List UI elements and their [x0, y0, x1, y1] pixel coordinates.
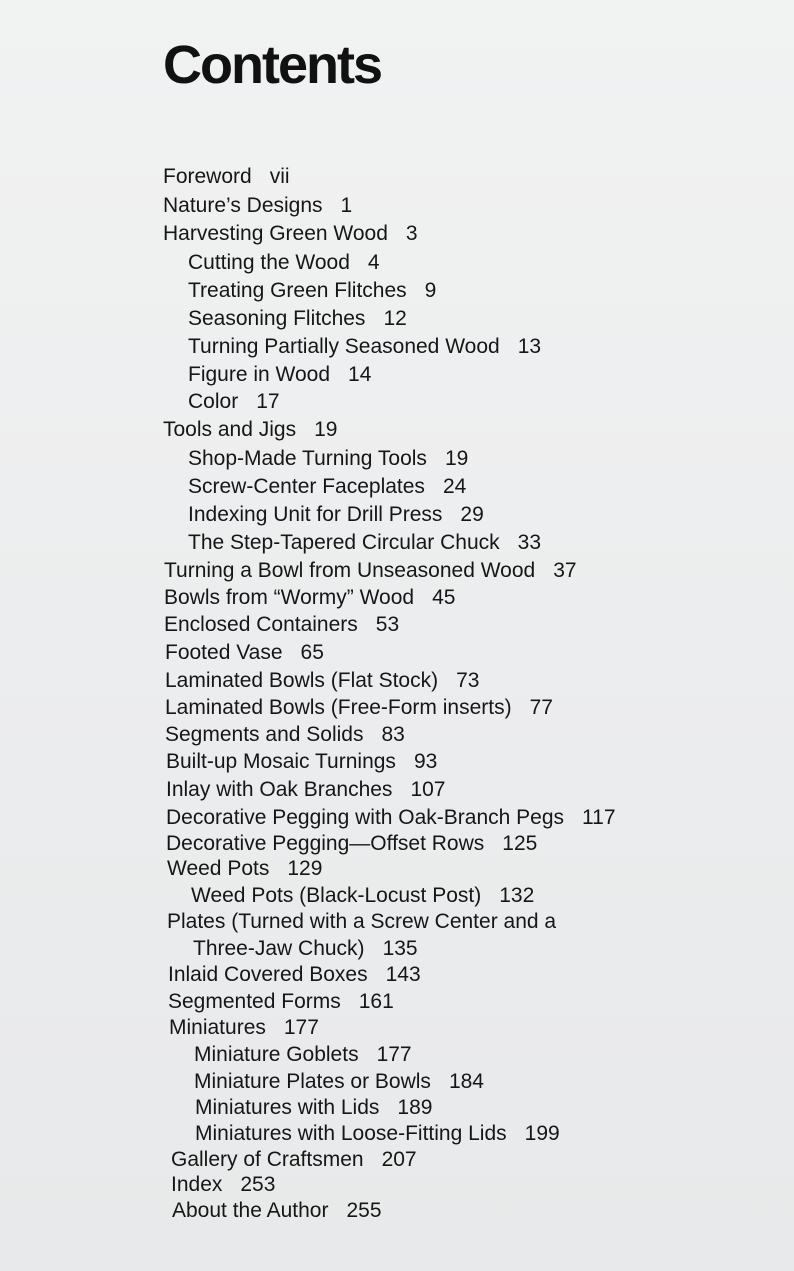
- toc-entry: [165, 669, 479, 693]
- toc-entry: [195, 1096, 432, 1120]
- toc-entry-title: Segments and Solids: [165, 723, 364, 746]
- toc-entry-title: Foreword: [163, 165, 252, 188]
- toc-entry-page: 143: [385, 963, 421, 986]
- toc-entry: [195, 1122, 560, 1146]
- toc-entry: [163, 165, 290, 189]
- toc-entry-title: Color: [188, 390, 239, 413]
- toc-entry-page: 107: [410, 778, 446, 801]
- toc-entry-page: 24: [442, 475, 467, 498]
- toc-entry-page: 17: [256, 390, 280, 413]
- toc-entry-title: Shop-Made Turning Tools: [188, 447, 427, 470]
- toc-entry-page: 135: [382, 937, 418, 960]
- toc-entry: [163, 418, 337, 442]
- toc-entry: [167, 910, 574, 934]
- toc-entry-title: Cutting the Wood: [188, 251, 350, 274]
- toc-entry-page: 83: [381, 723, 405, 746]
- toc-entry-page: 3: [405, 222, 418, 245]
- toc-entry: [166, 806, 616, 830]
- toc-entry-page: 207: [381, 1148, 417, 1171]
- toc-entry-page: 132: [499, 884, 535, 907]
- toc-entry: [188, 503, 484, 527]
- toc-entry-title: Tools and Jigs: [163, 418, 297, 441]
- toc-entry-title: Decorative Pegging with Oak-Branch Pegs: [166, 806, 565, 829]
- toc-entry-title: Figure in Wood: [188, 363, 331, 386]
- toc-entry-page: 53: [375, 613, 400, 636]
- toc-entry-page: 19: [444, 447, 469, 470]
- toc-entry-title: Segmented Forms: [168, 990, 341, 1013]
- toc-entry-title: Decorative Pegging—Offset Rows: [166, 832, 485, 855]
- toc-entry: [188, 335, 541, 359]
- toc-entry: [193, 937, 418, 961]
- toc-entry-title: Inlaid Covered Boxes: [168, 963, 368, 986]
- toc-entry: [188, 447, 468, 471]
- toc-entry-page: 199: [524, 1122, 560, 1145]
- toc-entry-title: Miniature Plates or Bowls: [194, 1070, 431, 1093]
- toc-entry-title: Miniatures: [169, 1016, 266, 1039]
- toc-entry-title: Indexing Unit for Drill Press: [188, 503, 443, 526]
- toc-entry-page: 4: [367, 251, 380, 274]
- toc-entry-page: 33: [517, 531, 541, 554]
- toc-entry-page: 14: [348, 363, 372, 386]
- toc-entry-title: The Step-Tapered Circular Chuck: [188, 531, 500, 554]
- toc-entry-title: Enclosed Containers: [164, 613, 358, 636]
- toc-entry: [166, 750, 437, 774]
- toc-entry-page: 255: [346, 1199, 382, 1222]
- toc-entry: [194, 1070, 484, 1094]
- toc-entry: [167, 857, 322, 881]
- toc-entry: [194, 1043, 412, 1067]
- toc-entry: [188, 251, 380, 275]
- toc-entry: [164, 559, 577, 583]
- toc-entry-title: Built-up Mosaic Turnings: [166, 750, 396, 773]
- toc-entry-title: Bowls from “Wormy” Wood: [164, 586, 415, 609]
- page-title: Contents: [163, 35, 381, 95]
- toc-entry-page: 177: [376, 1043, 412, 1066]
- toc-entry: [188, 279, 436, 303]
- toc-entry: [163, 194, 352, 218]
- toc-entry-page: 253: [240, 1173, 276, 1196]
- toc-entry: [168, 963, 421, 987]
- toc-entry-page: 45: [432, 586, 456, 609]
- toc-entry-title: Three-Jaw Chuck): [193, 937, 365, 960]
- toc-entry-title: Nature’s Designs: [163, 194, 323, 217]
- toc-entry-page: 1: [340, 194, 353, 217]
- toc-entry-title: Miniatures with Lids: [195, 1096, 380, 1119]
- toc-entry-title: Laminated Bowls (Flat Stock): [165, 669, 439, 692]
- toc-entry-page: 12: [383, 307, 407, 330]
- toc-entry-title: Index: [171, 1173, 223, 1196]
- toc-entry-title: Miniature Goblets: [194, 1043, 359, 1066]
- toc-entry-page: 13: [517, 335, 542, 358]
- toc-entry-title: Turning Partially Seasoned Wood: [188, 335, 500, 358]
- toc-entry-page: 73: [456, 669, 480, 692]
- toc-entry: [188, 363, 371, 387]
- toc-entry-page: 161: [358, 990, 394, 1013]
- toc-entry-page: 125: [502, 832, 538, 855]
- toc-entry-title: Seasoning Flitches: [188, 307, 366, 330]
- toc-entry: [164, 613, 399, 637]
- toc-entry-page: 77: [529, 696, 553, 719]
- toc-entry-page: 19: [314, 418, 338, 441]
- toc-entry: [172, 1199, 382, 1223]
- toc-entry-page: 189: [397, 1096, 433, 1119]
- toc-entry: [188, 307, 407, 331]
- toc-entry: [168, 990, 394, 1014]
- toc-entry: [164, 586, 455, 610]
- toc-entry-title: Turning a Bowl from Unseasoned Wood: [164, 559, 536, 582]
- toc-entry-page: 29: [460, 503, 484, 526]
- toc-entry-title: Weed Pots (Black-Locust Post): [191, 884, 482, 907]
- toc-entry: [188, 531, 541, 555]
- toc-entry-page: 184: [448, 1070, 484, 1093]
- toc-entry-page: 177: [283, 1016, 319, 1039]
- toc-entry-title: Screw-Center Faceplates: [188, 475, 425, 498]
- toc-entry-page: 37: [553, 559, 577, 582]
- toc-entry-title: Treating Green Flitches: [188, 279, 407, 302]
- toc-entry: [165, 641, 324, 665]
- toc-entry: [188, 475, 466, 499]
- toc-entry: [188, 390, 280, 414]
- toc-entry: [165, 696, 553, 720]
- toc-entry-page: vii: [269, 165, 290, 188]
- toc-entry-page: 9: [424, 279, 437, 302]
- toc-entry-page: 93: [413, 750, 438, 773]
- toc-entry: [165, 723, 405, 747]
- toc-entry-page: 117: [582, 806, 616, 829]
- toc-entry-title: About the Author: [172, 1199, 329, 1222]
- toc-entry-title: Miniatures with Loose-Fitting Lids: [195, 1122, 507, 1145]
- toc-entry-page: 65: [300, 641, 324, 664]
- toc-entry-title: Gallery of Craftsmen: [171, 1148, 364, 1171]
- toc-entry-title: Weed Pots: [167, 857, 270, 880]
- toc-entry-title: Plates (Turned with a Screw Center and a: [167, 910, 557, 933]
- toc-entry-title: Inlay with Oak Branches: [166, 778, 393, 801]
- toc-entry: [171, 1148, 417, 1172]
- toc-entry: [166, 832, 537, 856]
- toc-entry-title: Laminated Bowls (Free-Form inserts): [165, 696, 512, 719]
- toc-entry-title: Footed Vase: [165, 641, 283, 664]
- toc-entry: [166, 778, 445, 802]
- toc-entry: [191, 884, 534, 908]
- toc-entry-page: 129: [287, 857, 323, 880]
- toc-entry: [169, 1016, 319, 1040]
- toc-entry: [163, 222, 418, 246]
- toc-entry-title: Harvesting Green Wood: [163, 222, 388, 245]
- toc-entry: [171, 1173, 275, 1197]
